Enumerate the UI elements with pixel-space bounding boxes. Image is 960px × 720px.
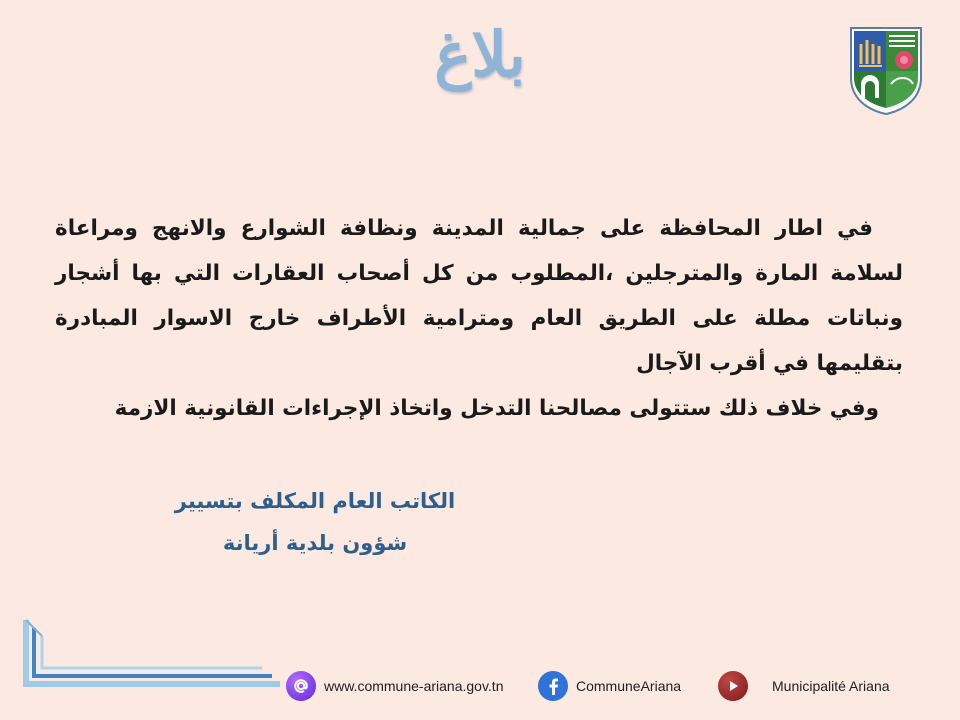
facebook-icon	[538, 671, 568, 701]
announcement-paragraph-warning: وفي خلاف ذلك ستتولى مصالحنا التدخل واتخاذ الإجراءات القانونية الازمة	[114, 396, 879, 421]
facebook-link[interactable]	[538, 668, 681, 704]
youtube-link[interactable]	[718, 668, 890, 704]
footer-contact-bar	[0, 668, 960, 704]
website-link[interactable]	[286, 668, 503, 704]
signature-title: الكاتب العام المكلف بتسيير	[174, 489, 456, 513]
signature-organization: شؤون بلدية أريانة	[222, 531, 408, 555]
website-url: www.commune-ariana.gov.tn	[324, 678, 504, 694]
announcement-paragraph: في اطار المحافظة على جمالية المدينة ونظافة الشوارع والانهج ومراعاة لسلامة المارة والمترجلين ،المطلوب من كل أصحاب العقارات التي بها أشجار ونباتات مطلة على الطريق العام ومترامية الأطراف خارج الاسوار المبادرة بتقليمها في أقرب الآجال	[55, 216, 903, 376]
page-title: بلاغ	[434, 18, 526, 91]
announcement-body	[55, 206, 903, 431]
youtube-channel: Municipalité Ariana	[772, 678, 890, 694]
signature-block	[160, 480, 470, 564]
municipality-logo	[849, 26, 923, 116]
youtube-play-icon	[718, 671, 748, 701]
at-sign-icon	[286, 671, 316, 701]
facebook-handle: CommuneAriana	[576, 678, 682, 694]
